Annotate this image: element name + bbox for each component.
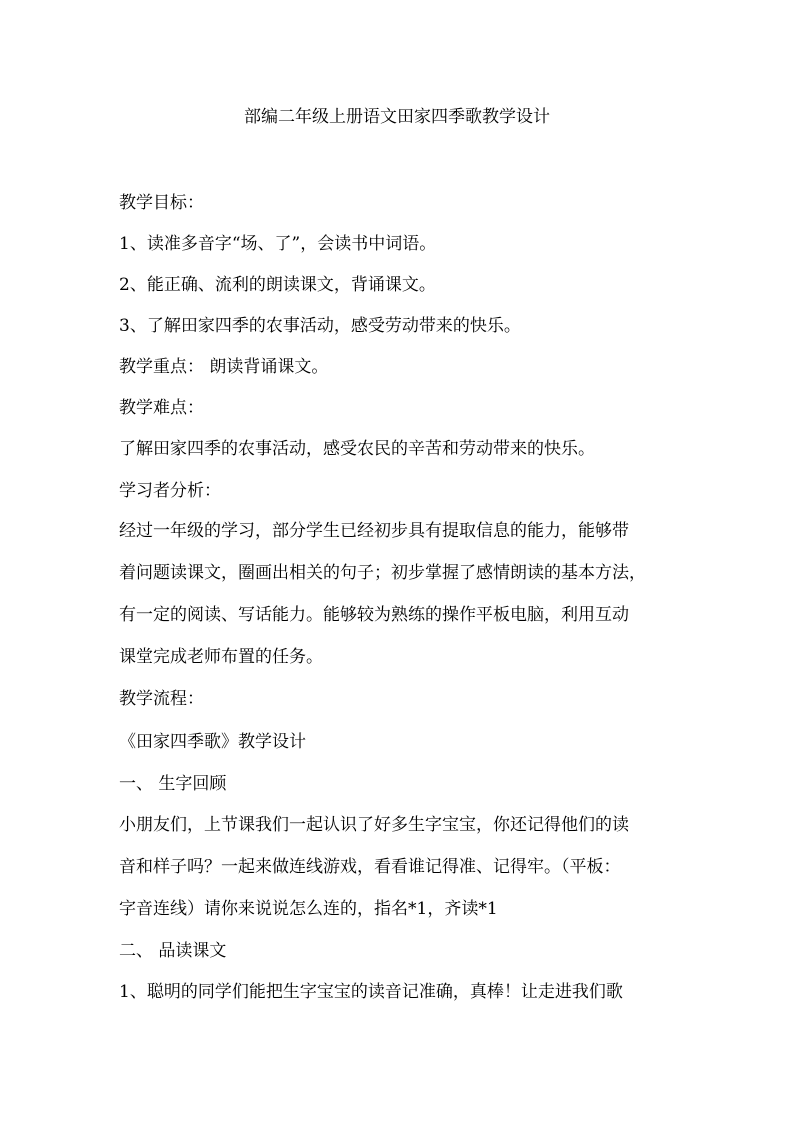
section-1-heading: 一、 生字回顾 — [119, 774, 227, 794]
learner-line-4: 课堂完成老师布置的任务。 — [119, 647, 323, 667]
section-2-heading: 二、 品读课文 — [119, 941, 227, 961]
section-1-line-2: 音和样子吗？一起来做连线游戏，看看谁记得准、记得牢。（平板： — [119, 857, 621, 877]
difficulty-heading: 教学难点： — [119, 398, 204, 418]
document-title: 部编二年级上册语文田家四季歌教学设计 — [244, 107, 550, 127]
section-1-paragraph — [119, 804, 679, 930]
learner-line-1: 经过一年级的学习，部分学生已经初步具有提取信息的能力，能够带 — [119, 521, 629, 541]
learner-line-3: 有一定的阅读、写话能力。能够较为熟练的操作平板电脑，利用互动 — [119, 605, 629, 625]
key-point: 教学重点： 朗读背诵课文。 — [119, 357, 329, 377]
learner-analysis-paragraph — [119, 510, 679, 678]
process-heading: 教学流程： — [119, 689, 204, 709]
learner-heading: 学习者分析： — [119, 481, 221, 501]
section-2-line-1: 1、聪明的同学们能把生字宝宝的读音记准确，真棒！让走进我们歌 — [119, 982, 623, 1002]
objective-item-1: 1、读准多音字“场、了”，会读书中词语。 — [119, 234, 437, 254]
difficulty-text: 了解田家四季的农事活动，感受农民的辛苦和劳动带来的快乐。 — [119, 439, 595, 459]
section-1-line-1: 小朋友们，上节课我们一起认识了好多生字宝宝，你还记得他们的读 — [119, 815, 629, 835]
section-1-line-3: 字音连线）请你来说说怎么连的，指名*1，齐读*1 — [119, 899, 498, 919]
objectives-heading: 教学目标： — [119, 193, 204, 213]
objective-item-2: 2、能正确、流利的朗读课文，背诵课文。 — [119, 275, 436, 295]
design-title: 《田家四季歌》教学设计 — [119, 732, 306, 752]
section-2-paragraph — [119, 971, 679, 1013]
learner-line-2: 着问题读课文，圈画出相关的句子；初步掌握了感情朗读的基本方法， — [119, 563, 646, 583]
objective-item-3: 3、了解田家四季的农事活动，感受劳动带来的快乐。 — [119, 316, 521, 336]
